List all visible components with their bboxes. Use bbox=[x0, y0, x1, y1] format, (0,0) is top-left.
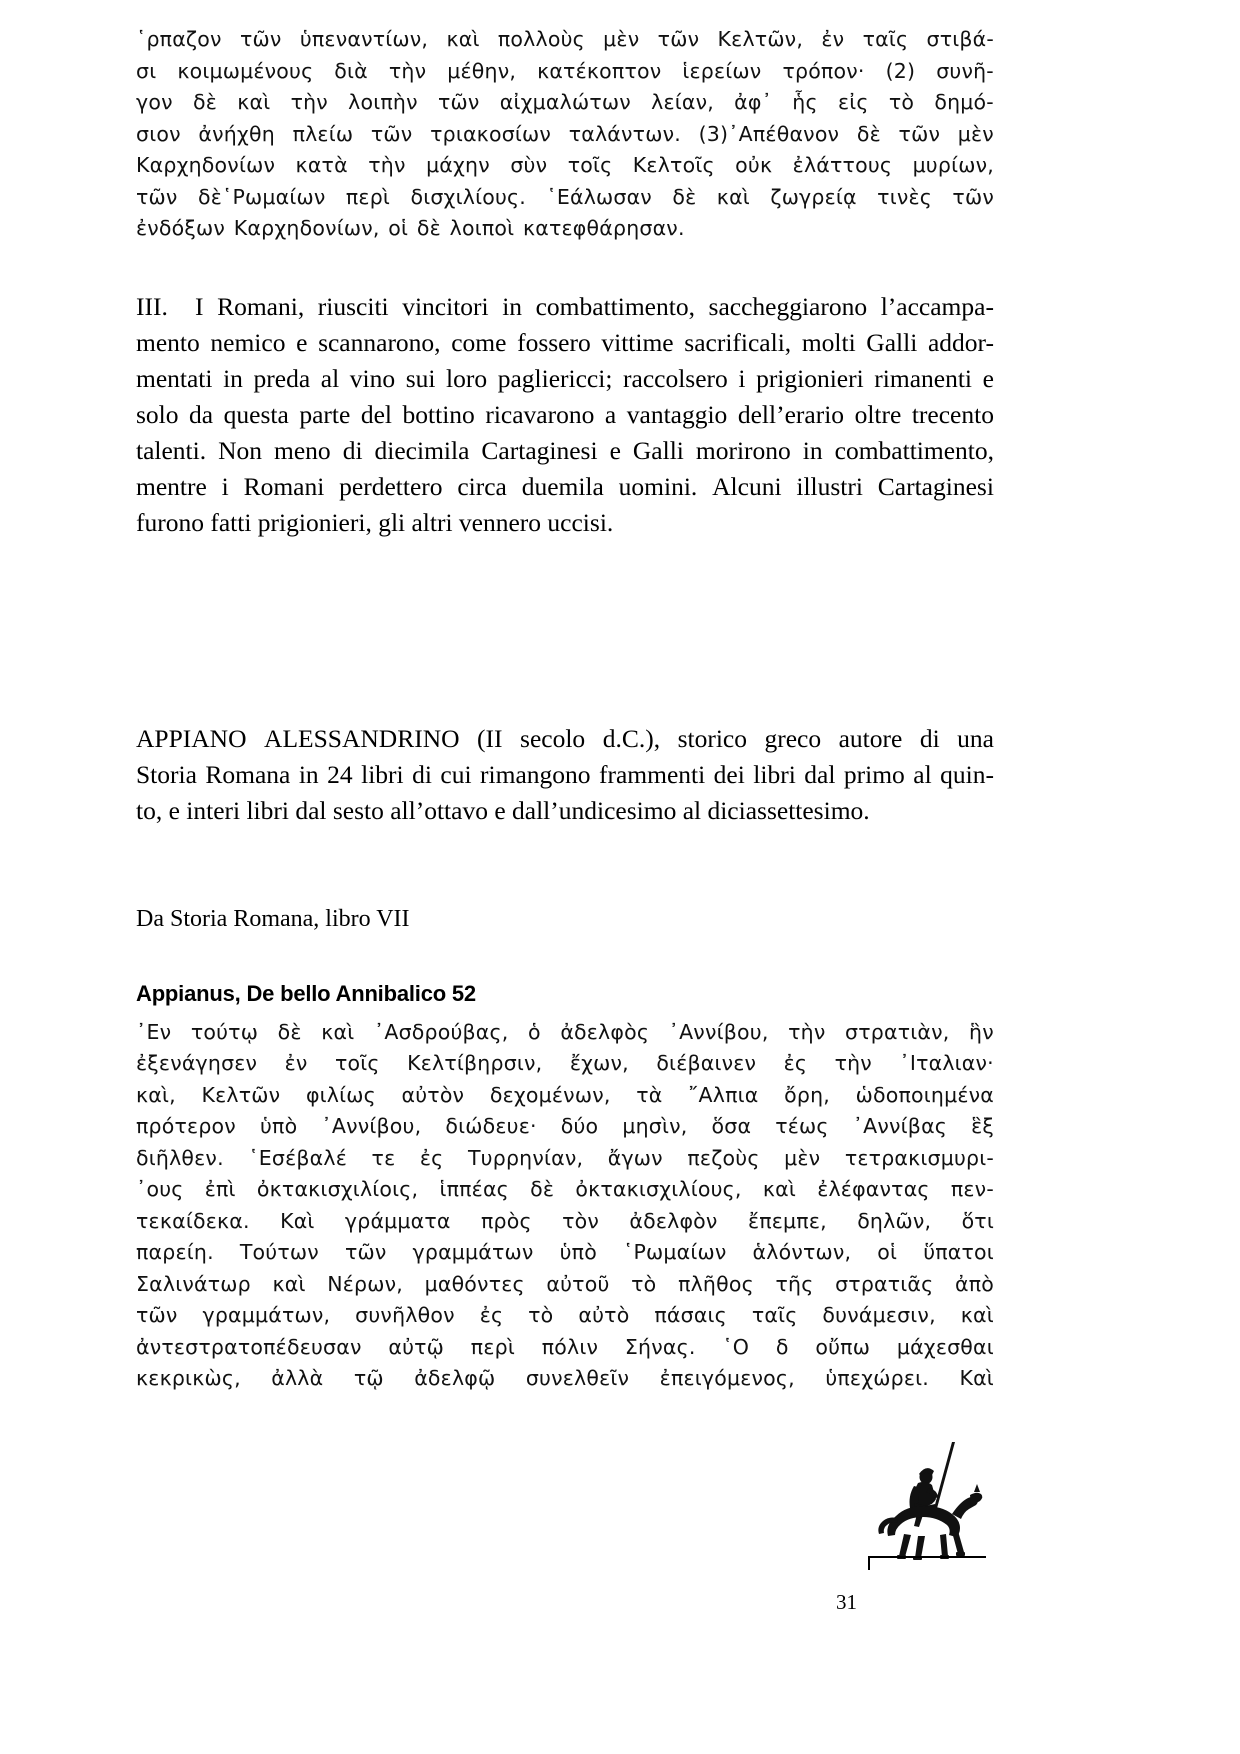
source-heading: Da Storia Romana, libro VII bbox=[136, 905, 410, 932]
greek-passage-polybius: ῾ρπαζον τῶν ὑπεναντίων, καὶ πολλοὺς μὲν τῶν Κελτῶν, ἐν ταῖς στιβά- σι κοιμωμένους διὰ τὴν μέθην, κατέκοπτον ἱερείων τρόπον· (2) συνῆ- γον δὲ καὶ τὴν λοιπὴν τῶν αἰχμαλώτων λείαν, ἀφ᾽ ἧς εἰς τὸ δημό- σιον ἀνήχθη πλείω τῶν τριακοσίων ταλάντων. (3)᾽Απέθανον δὲ τῶν μὲν Καρχηδονίων κατὰ τὴν μάχην σὺν τοῖς Κελτοῖς οὐκ ἐλάττους μυρίων, τῶν δὲ῾Ρωμαίων περὶ δισχιλίους. ῾Εάλωσαν δὲ καὶ ζωγρείᾳ τινὲς τῶν ἐνδόξων Καρχηδονίων, οἱ δὲ λοιποὶ κατεφθάρησαν. bbox=[136, 24, 994, 245]
greek-line: ἐνδόξων Καρχηδονίων, οἱ δὲ λοιποὶ κατεφθάρησαν. bbox=[136, 216, 685, 240]
translation-line: furono fatti prigionieri, gli altri vennero uccisi. bbox=[136, 507, 614, 537]
page-content bbox=[136, 0, 994, 1395]
passage-heading: Appianus, De bello Annibalico 52 bbox=[136, 980, 476, 1006]
footer-rule-tick bbox=[868, 1556, 870, 1570]
author-biographical-note: APPIANO ALESSANDRINO (II secolo d.C.), storico greco autore di una Storia Romana in 24 libri di cui rimangono frammenti dei libri dal primo al quin- to, e interi libri dal sesto all’ottavo e dall’undicesimo al diciassettesimo. bbox=[136, 721, 994, 829]
page-number: 31 bbox=[836, 1590, 857, 1614]
footer-rule bbox=[868, 1556, 986, 1558]
greek-passage-appianus: ᾽Εν τούτῳ δὲ καὶ ᾽Ασδρούβας, ὁ ἀδελφὸς ᾽Αννίβου, τὴν στρατιὰν, ἣν ἐξενάγησεν ἐν τοῖς Κελτίβηρσιν, ἔχων, διέβαινεν ἐς τὴν ᾽Ιταλιαν· καὶ, Κελτῶν φιλίως αὐτὸν δεχομένων, τὰ ῎Αλπια ὄρη, ὡδοποιημένα πρότερον ὑπὸ ᾽Αννίβου, διώδευε· δύο μησὶν, ὅσα τέως ᾽Αννίβας ἓξ διῆλθεν. ῾Εσέβαλέ τε ἐς Τυρρηνίαν, ἄγων πεζοὺς μὲν τετρακισμυρι- ᾽ους ἐπὶ ὀκτακισχιλίοις, ἱππέας δὲ ὀκτακισχιλίους, καὶ ἐλέφαντας πεν- τεκαίδεκα. Καὶ γράμματα πρὸς τὸν ἀδελφὸν ἔπεμπε, δηλῶν, ὅτι παρείη. Τούτων τῶν γραμμάτων ὑπὸ ῾Ρωμαίων ἁλόντων, οἱ ὕπατοι Σαλινάτωρ καὶ Νέρων, μαθόντες αὐτοῦ τὸ πλῆθος τῆς στρατιᾶς ἀπὸ τῶν γραμμάτων, συνῆλθον ἐς τὸ αὐτὸ πάσαις ταῖς δυνάμεσιν, καὶ ἀντεστρατοπέδευσαν αὐτῷ περὶ πόλιν Σήνας. ῾Ο δ οὔπω μάχεσθαι κεκρικὼς, ἀλλὰ τῷ ἀδελφῷ συνελθεῖν ἐπειγόμενος, ὑπεχώρει. Καὶ bbox=[136, 1019, 994, 1390]
italian-translation-section-iii: III. I Romani, riusciti vincitori in combattimento, saccheggiarono l’accampa- mento nemico e scannarono, come fossero vittime sacrificali, molti Galli addor- mentati in preda al vino sui loro pagliericci; raccolsero i prigionieri rimanenti e solo da questa parte del bottino ricavarono a vantaggio dell’erario oltre trecento talenti. Non meno di diecimila Cartaginesi e Galli morirono in combattimento, mentre i Romani perdettero circa duemila uomini. Alcuni illustri Cartaginesi furono fatti prigionieri, gli altri vennero uccisi. bbox=[136, 289, 994, 541]
author-note-line-3: to, e interi libri dal sesto all’ottavo e dall’undicesimo al diciassettesimo. bbox=[136, 795, 870, 825]
horseman-illustration bbox=[866, 1438, 996, 1568]
